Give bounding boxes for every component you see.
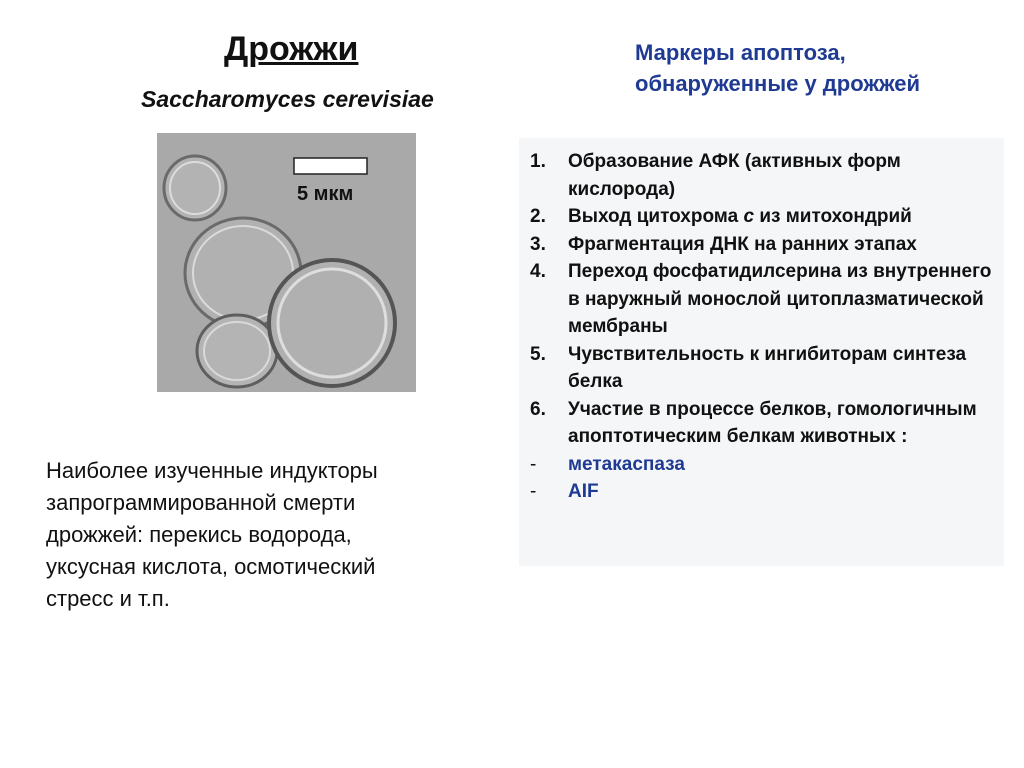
scale-bar-label: 5 мкм <box>297 183 354 205</box>
markers-heading-line1: Маркеры апоптоза, <box>635 40 846 65</box>
list-text <box>568 203 1000 231</box>
list-item <box>530 478 1000 506</box>
list-item <box>530 258 1000 341</box>
list-item <box>530 396 1000 451</box>
list-number: 1. <box>530 151 546 172</box>
list-item <box>530 203 1000 231</box>
list-item <box>530 148 1000 203</box>
list-number: 3. <box>530 233 546 255</box>
list-item <box>530 341 1000 396</box>
list-text: Переход фосфатидилсерина из внутреннего в наружный монослой цитоплазматической мембраны <box>568 261 992 337</box>
page-title: Дрожжи <box>224 30 359 68</box>
list-bullet: - <box>530 453 537 475</box>
yeast-micrograph <box>157 133 416 392</box>
list-number: 4. <box>530 261 546 282</box>
list-number: 6. <box>530 398 546 420</box>
list-text: метакаспаза <box>568 453 685 475</box>
list-text: AIF <box>568 481 599 502</box>
species-name: Saccharomyces cerevisiae <box>141 86 434 112</box>
list-text-part: Выход цитохрома <box>568 206 744 227</box>
list-number: 2. <box>530 206 546 227</box>
list-bullet: - <box>530 481 537 502</box>
list-text-part: из митохондрий <box>754 206 912 227</box>
list-text: Чувствительность к ингибиторам синтеза белка <box>568 343 967 392</box>
list-text: Фрагментация ДНК на ранних этапах <box>568 233 917 255</box>
list-item <box>530 231 1000 259</box>
list-number: 5. <box>530 343 546 365</box>
markers-heading <box>635 37 920 99</box>
inducers-paragraph: Наиболее изученные индукторы запрограммированной смерти дрожжей: перекись водорода, уксусная кислота, осмотический стресс и т.п. <box>46 458 378 611</box>
markers-heading-line2: обнаруженные у дрожжей <box>635 71 921 96</box>
list-text: Участие в процессе белков, гомологичным апоптотическим белкам животных : <box>568 398 977 447</box>
list-item <box>530 451 1000 479</box>
list-text-italic: с <box>743 206 755 227</box>
list-text: Образование АФК (активных форм кислорода) <box>568 151 901 200</box>
markers-list <box>530 148 1000 506</box>
